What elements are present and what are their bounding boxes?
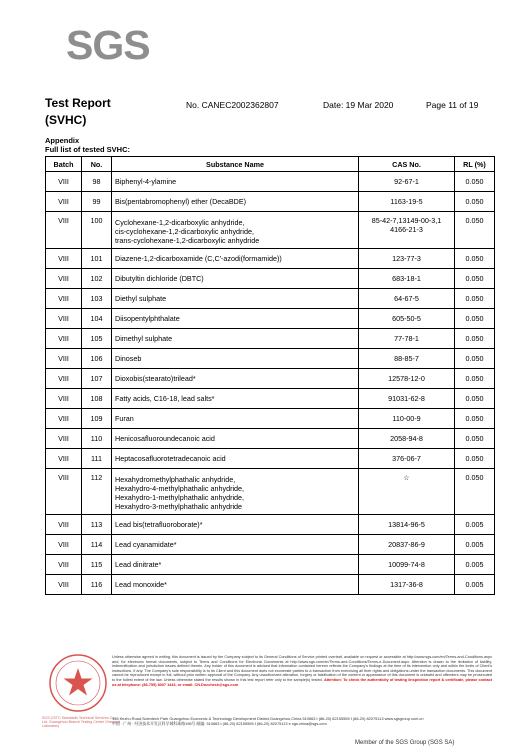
member-note: Member of the SGS Group (SGS SA): [355, 740, 455, 746]
sgs-logo-text: SGS: [66, 22, 150, 68]
cell-substance: [112, 575, 359, 595]
cell-cas: [359, 389, 455, 409]
cell-batch: VIII: [46, 575, 82, 595]
col-rl-header: RL (%): [455, 157, 495, 172]
cell-rl: 0.050: [455, 409, 495, 429]
substance-line: Diazene-1,2-dicarboxamide (C,C'-azodi(formamide)): [115, 254, 282, 263]
substance-line: Lead monoxide*: [115, 580, 167, 589]
appendix-label: Appendix: [45, 136, 80, 145]
cell-substance: [112, 389, 359, 409]
cell-substance: [112, 449, 359, 469]
cell-batch: VIII: [46, 515, 82, 535]
sgs-logo: [66, 22, 150, 68]
cas-line: 1317-36-8: [390, 580, 423, 589]
cell-no: 100: [82, 212, 112, 249]
cell-rl: 0.050: [455, 349, 495, 369]
substance-line: Fatty acids, C16-18, lead salts*: [115, 394, 215, 403]
cas-line: 110-00-9: [392, 414, 421, 423]
cell-cas: [359, 555, 455, 575]
substance-line: Cyclohexane-1,2-dicarboxylic anhydride,: [115, 217, 245, 227]
cell-rl: 0.005: [455, 555, 495, 575]
cell-rl: 0.050: [455, 289, 495, 309]
report-number: No. CANEC2002362807: [186, 100, 279, 110]
col-batch-header: Batch: [46, 157, 82, 172]
cell-no: 99: [82, 192, 112, 212]
cell-cas: [359, 172, 455, 192]
cell-rl: 0.050: [455, 269, 495, 289]
substance-line: Hexahydromethylphathalic anhydride,: [115, 474, 236, 484]
cell-rl: 0.050: [455, 389, 495, 409]
cell-no: 113: [82, 515, 112, 535]
cell-cas: [359, 449, 455, 469]
cell-no: 114: [82, 535, 112, 555]
table-row: [46, 389, 495, 409]
cell-no: 109: [82, 409, 112, 429]
cell-cas: [359, 535, 455, 555]
report-subtitle: (SVHC): [45, 113, 87, 127]
table-row: [46, 409, 495, 429]
cell-rl: 0.050: [455, 212, 495, 249]
cell-substance: [112, 212, 359, 249]
col-substance-header: Substance Name: [112, 157, 359, 172]
cell-no: 98: [82, 172, 112, 192]
cell-no: 103: [82, 289, 112, 309]
table-row: [46, 349, 495, 369]
col-cas-header: CAS No.: [359, 157, 455, 172]
table-body: [46, 172, 495, 595]
disclaimer-text: Unless otherwise agreed in writing, this document is issued by the Company subject to its General Conditions of Service printed overleaf, available on request or accessible at http://www.sgs.com/en/Terms-and-Conditions.aspx and, for electronic format documents, subject to Terms and Conditions for Electronic Documents at http://www.sgs.com/en/Terms-and-Conditions/Terms-e-Document.aspx. Attention is drawn to the limitation of liability, indemnification and jurisdiction issues defined therein. Any holder of this document is advised that information contained hereon reflects the Company's findings at the time of its intervention only and within the limits of Client's instructions, if any. The Company's sole responsibility is to its Client and this document does not exonerate parties to a transaction from exercising all their rights and obligations under the transaction documents. This document cannot be reproduced except in full, without prior written approval of the Company. Any unauthorized alteration, forgery or falsification of the content or appearance of this document is unlawful and offenders may be prosecuted to the fullest extent of the law. Unless otherwise stated the results shown in this test report refer only to the sample(s) tested.: [112, 655, 492, 682]
cell-no: 101: [82, 249, 112, 269]
substance-line: cis-cyclohexane-1,2-dicarboxylic anhydride,: [115, 226, 255, 236]
cell-cas: [359, 329, 455, 349]
cell-rl: 0.050: [455, 192, 495, 212]
table-row: [46, 269, 495, 289]
cell-no: 108: [82, 389, 112, 409]
cell-cas: [359, 429, 455, 449]
cas-line: 92-67-1: [394, 177, 419, 186]
cell-batch: VIII: [46, 409, 82, 429]
cell-rl: 0.005: [455, 515, 495, 535]
table-row: [46, 172, 495, 192]
cell-no: 107: [82, 369, 112, 389]
star-icon: [64, 668, 93, 696]
cell-rl: 0.050: [455, 429, 495, 449]
cell-substance: [112, 269, 359, 289]
cas-line: 91031-62-8: [388, 394, 425, 403]
substance-line: Dioxobis(stearato)trilead*: [115, 374, 196, 383]
substance-line: Hexahydro-1-methylphathalic anhydride,: [115, 492, 245, 502]
cell-cas: [359, 269, 455, 289]
cell-cas: [359, 469, 455, 515]
cell-batch: VIII: [46, 349, 82, 369]
cell-substance: [112, 349, 359, 369]
substance-line: Dibutyltin dichloride (DBTC): [115, 274, 204, 283]
cas-line: 376-06-7: [392, 454, 421, 463]
cell-rl: 0.050: [455, 249, 495, 269]
substance-line: Lead dinitrate*: [115, 560, 162, 569]
cas-line: 64-67-5: [394, 294, 419, 303]
cell-rl: 0.050: [455, 172, 495, 192]
cell-batch: VIII: [46, 389, 82, 409]
cell-batch: VIII: [46, 249, 82, 269]
cell-substance: [112, 329, 359, 349]
cell-no: 115: [82, 555, 112, 575]
cell-batch: VIII: [46, 172, 82, 192]
cell-no: 104: [82, 309, 112, 329]
cell-no: 106: [82, 349, 112, 369]
substance-line: Bis(pentabromophenyl) ether (DecaBDE): [115, 197, 247, 206]
substance-line: Biphenyl-4-ylamine: [115, 177, 177, 186]
address-chinese: 中国 · 广州 · 经济技术开发区科学城科珠路198号 邮编: 510663 t (86-20) 82155555 f (86-20) 82075113 e sgs.china@sgs.com: [112, 721, 327, 726]
cell-batch: VIII: [46, 269, 82, 289]
substance-line: Lead cyanamidate*: [115, 540, 177, 549]
cell-rl: 0.050: [455, 449, 495, 469]
cell-cas: [359, 309, 455, 329]
table-row: [46, 309, 495, 329]
cell-substance: [112, 469, 359, 515]
cell-cas: [359, 212, 455, 249]
cell-rl: 0.005: [455, 575, 495, 595]
cas-line: ☆: [403, 473, 410, 482]
svhc-table: [45, 156, 495, 595]
cell-substance: [112, 535, 359, 555]
table-row: [46, 212, 495, 249]
cell-batch: VIII: [46, 449, 82, 469]
substance-line: trans-cyclohexane-1,2-dicarboxylic anhydride: [115, 235, 260, 245]
cell-rl: 0.050: [455, 369, 495, 389]
footer-address: [112, 716, 522, 726]
cell-substance: [112, 172, 359, 192]
cell-rl: 0.050: [455, 309, 495, 329]
cas-line: 88-85-7: [394, 354, 419, 363]
substance-line: Diisopentylphthalate: [115, 314, 180, 323]
cell-no: 116: [82, 575, 112, 595]
cell-cas: [359, 369, 455, 389]
cas-line: 77-78-1: [394, 334, 419, 343]
table-row: [46, 329, 495, 349]
substance-line: Heptacosafluorotetradecanoic acid: [115, 454, 226, 463]
substance-line: Henicosafluoroundecanoic acid: [115, 434, 215, 443]
cell-cas: [359, 575, 455, 595]
substance-line: Furan: [115, 414, 134, 423]
cas-line: 10099-74-8: [388, 560, 425, 569]
cell-cas: [359, 349, 455, 369]
cell-batch: VIII: [46, 369, 82, 389]
cell-no: 102: [82, 269, 112, 289]
cas-line: 605-50-5: [392, 314, 421, 323]
report-title: Test Report: [45, 96, 111, 110]
stamp-caption: SGS-CSTC Standards Technical Services Co., Ltd. Guangzhou Branch Testing Center Chemical Laboratory: [42, 716, 121, 729]
cell-substance: [112, 555, 359, 575]
cell-substance: [112, 369, 359, 389]
cell-substance: [112, 309, 359, 329]
cell-no: 110: [82, 429, 112, 449]
table-row: [46, 449, 495, 469]
cas-line: 13814-96-5: [388, 520, 425, 529]
cell-rl: 0.050: [455, 469, 495, 515]
substance-line: Hexahydro-3-methylphathalic anhydride: [115, 501, 243, 511]
cell-rl: 0.005: [455, 535, 495, 555]
cell-rl: 0.050: [455, 329, 495, 349]
cell-no: 105: [82, 329, 112, 349]
cell-batch: VIII: [46, 309, 82, 329]
substance-line: Diethyl sulphate: [115, 294, 167, 303]
table-row: [46, 429, 495, 449]
cell-substance: [112, 289, 359, 309]
table-row: [46, 289, 495, 309]
cell-substance: [112, 515, 359, 535]
cell-batch: VIII: [46, 469, 82, 515]
substance-line: Hexahydro-4-methylphathalic anhydride,: [115, 483, 245, 493]
report-date: Date: 19 Mar 2020: [323, 100, 394, 110]
table-row: [46, 469, 495, 515]
cas-line: 12578-12-0: [388, 374, 425, 383]
cell-cas: [359, 515, 455, 535]
table-row: [46, 369, 495, 389]
table-row: [46, 575, 495, 595]
cas-line: 4166-21-3: [390, 225, 423, 234]
table-row: [46, 515, 495, 535]
laboratory-stamp: [47, 652, 109, 724]
cell-cas: [359, 289, 455, 309]
cell-substance: [112, 409, 359, 429]
cas-line: 2058-94-8: [390, 434, 423, 443]
list-title: Full list of tested SVHC:: [45, 145, 131, 154]
cell-no: 112: [82, 469, 112, 515]
cell-no: 111: [82, 449, 112, 469]
cell-substance: [112, 192, 359, 212]
authenticity-notice: Attention: To check the authenticity of testing /inspection report & certificate, please contact us at telephone: (86-755) 8307 1443, or email: CN.Doccheck@sgs.com: [112, 677, 492, 687]
cas-line: 85-42-7,13149-00-3,1: [371, 216, 442, 225]
cas-line: 123-77-3: [392, 254, 421, 263]
table-row: [46, 535, 495, 555]
cell-substance: [112, 249, 359, 269]
substance-line: Lead bis(tetrafluoroborate)*: [115, 520, 203, 529]
cell-batch: VIII: [46, 212, 82, 249]
cell-batch: VIII: [46, 555, 82, 575]
cell-batch: VIII: [46, 535, 82, 555]
substance-line: Dinoseb: [115, 354, 142, 363]
cell-substance: [112, 429, 359, 449]
table-row: [46, 555, 495, 575]
table-header-row: [46, 157, 495, 172]
table-row: [46, 192, 495, 212]
cell-cas: [359, 249, 455, 269]
substance-line: Dimethyl sulphate: [115, 334, 173, 343]
cas-line: 20837-86-9: [388, 540, 425, 549]
address-english: 198 Kezhu Road,Scientech Park Guangzhou Economic & Technology Development District,Guangzhou,China 510663 t (86-20) 82155555 f (86-20) 82075113 www.sgsgroup.com.cn: [112, 716, 424, 721]
table-row: [46, 249, 495, 269]
cell-cas: [359, 409, 455, 429]
col-no-header: No.: [82, 157, 112, 172]
cas-line: 1163-19-5: [390, 197, 423, 206]
cas-line: 683-18-1: [392, 274, 421, 283]
cell-cas: [359, 192, 455, 212]
cell-batch: VIII: [46, 429, 82, 449]
page-number: Page 11 of 19: [426, 100, 479, 110]
cell-batch: VIII: [46, 289, 82, 309]
footer-disclaimer: [112, 655, 492, 687]
cell-batch: VIII: [46, 192, 82, 212]
cell-batch: VIII: [46, 329, 82, 349]
